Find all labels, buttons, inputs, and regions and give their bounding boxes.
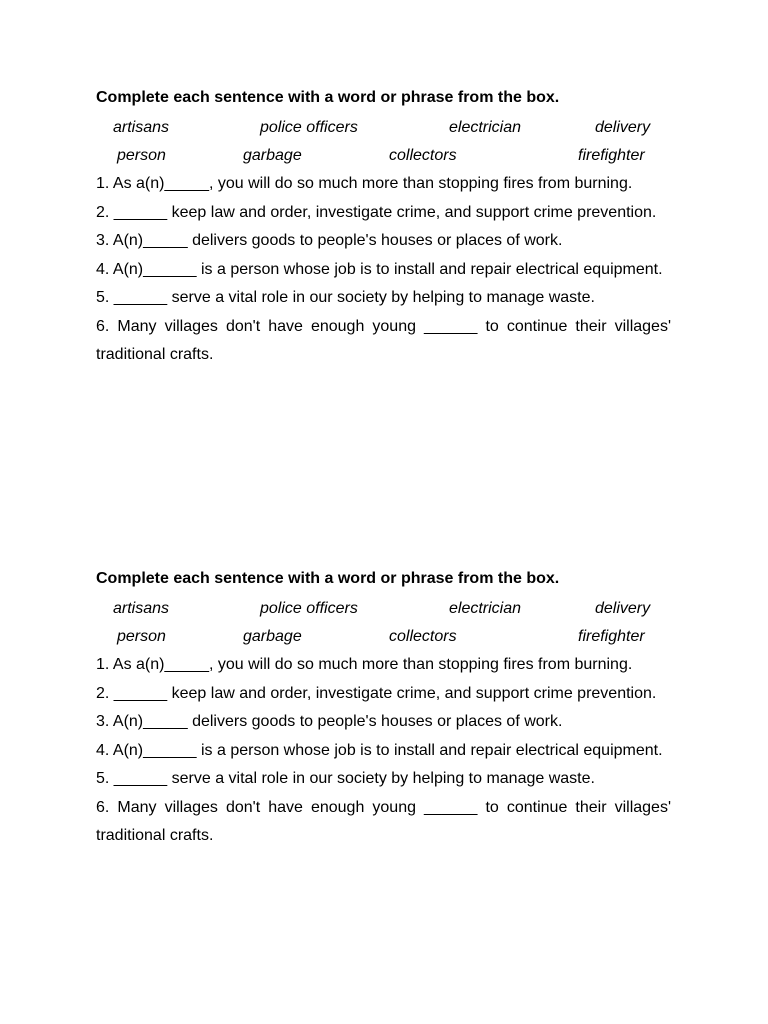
word-box-item: firefighter [578,628,645,645]
question-3: 3. A(n)_____ delivers goods to people's houses or places of work. [96,232,563,249]
word-box-item: police officers [260,119,358,136]
word-box-item: collectors [389,628,457,645]
word-box-item: garbage [243,147,302,164]
word-box-item: police officers [260,600,358,617]
word-box-item: artisans [113,600,170,617]
question-1: 1. As a(n)_____, you will do so much more than stopping fires from burning. [96,175,633,192]
word-box-row [96,114,671,142]
word-box-item: delivery [595,119,651,136]
question-6: 6. Many villages don't have enough young ______ to continue their villages' traditional crafts. [96,317,671,363]
word-box-row [96,142,671,170]
question-5: 5. ______ serve a vital role in our society by helping to manage waste. [96,770,595,787]
exercise-block [96,86,671,370]
word-box-item: person [117,147,166,164]
word-box-item: delivery [595,600,651,617]
exercise-title: Complete each sentence with a word or phrase from the box. [96,570,560,587]
question-4: 4. A(n)______ is a person whose job is to install and repair electrical equipment. [96,260,663,278]
word-box-item: electrician [449,600,522,617]
exercise-title: Complete each sentence with a word or phrase from the box. [96,89,560,106]
word-box-row [96,595,671,623]
word-box-item: firefighter [578,147,645,164]
word-box-item: person [117,628,166,645]
word-box-row [96,623,671,651]
exercise-block [96,567,671,851]
question-5: 5. ______ serve a vital role in our society by helping to manage waste. [96,289,595,306]
question-2: 2. ______ keep law and order, investigate crime, and support crime prevention. [96,203,657,221]
question-1: 1. As a(n)_____, you will do so much more than stopping fires from burning. [96,656,633,673]
question-3: 3. A(n)_____ delivers goods to people's houses or places of work. [96,713,563,730]
question-6: 6. Many villages don't have enough young ______ to continue their villages' traditional crafts. [96,798,671,844]
word-box-item: artisans [113,119,170,136]
word-box-item: garbage [243,628,302,645]
word-box-item: electrician [449,119,522,136]
word-box-item: collectors [389,147,457,164]
question-2: 2. ______ keep law and order, investigate crime, and support crime prevention. [96,684,657,702]
question-4: 4. A(n)______ is a person whose job is to install and repair electrical equipment. [96,741,663,759]
